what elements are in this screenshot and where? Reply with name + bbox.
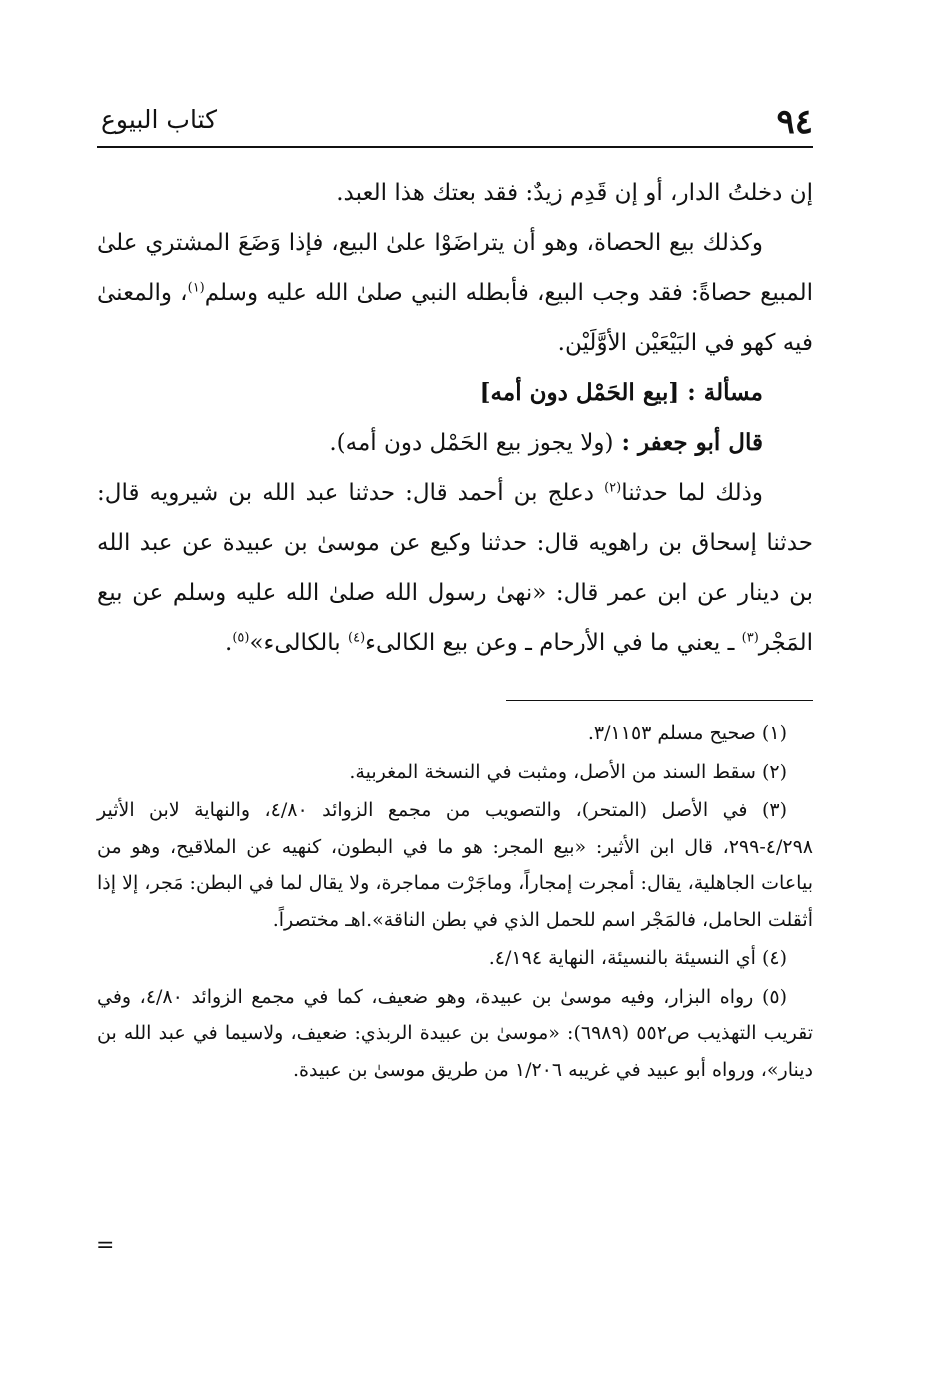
paragraph-2: وكذلك بيع الحصاة، وهو أن يتراضَوْا علىٰ البيع، فإذا وَضَعَ المشتري علىٰ المبيع حصاةً: فقد وجب البيع، فأبطله النبي صلىٰ الله عليه وسلم$^{(١)}$، والمعنىٰ فيه كهو في البَيْعَيْن الأوَّلَيْن. xyxy=(97,230,813,356)
footnote-separator xyxy=(506,700,813,701)
footnote-ref-5: (٥) xyxy=(232,630,250,646)
footnote-ref-1: (١) xyxy=(187,280,205,296)
page-header xyxy=(97,96,813,144)
continuation-mark: = xyxy=(96,1233,115,1258)
qal-line xyxy=(97,418,813,468)
footnote-ref-3: (٣) xyxy=(741,630,759,646)
main-text xyxy=(97,168,813,668)
page-number: ٩٤ xyxy=(776,102,813,142)
footnote-4: (٤) أي النسيئة بالنسيئة، النهاية ٤/١٩٤. xyxy=(488,947,787,969)
footnote-2: (٢) سقط السند من الأصل، ومثبت في النسخة المغربية. xyxy=(349,760,787,783)
footnote-ref-4: (٤) xyxy=(348,630,366,646)
qal-label: قال أبو جعفر : xyxy=(613,429,763,456)
footnote-3: (٣) في الأصل (المتحر)، والتصويب من مجمع الزوائد ٤/٨٠، والنهاية لابن الأثير ٤/٢٩٨-٢٩٩، قال ابن الأثير: «بيع المجر: هو ما في البطون، كنهيه عن الملاقيح، وهو من بياعات الجاهلية، يقال: أمجرت إمجاراً، وماجَرْت مماجرة، ولا يقال لما في البطن: مَجر، إلا إذا أثقلت الحامل، فالمَجْر اسم للحمل الذي في بطن الناقة».اهـ مختصراً. xyxy=(97,799,813,931)
footnote-5: (٥) رواه البزار، وفيه موسىٰ بن عبيدة، وهو ضعيف، كما في مجمع الزوائد ٤/٨٠، وفي تقريب التهذيب ص٥٥٢ (٦٩٨٩): «موسىٰ بن عبيدة الربذي: ضعيف، ولاسيما في عبد الله بن دينار»، ورواه أبو عبيد في غريبه ١/٢٠٦ من طريق موسىٰ بن عبيدة. xyxy=(97,985,813,1081)
masala-heading xyxy=(97,368,813,418)
header-rule xyxy=(97,146,813,148)
paragraph-1: إن دخلتُ الدار، أو إن قَدِم زيدٌ: فقد بعتك هذا العبد. xyxy=(336,180,813,206)
footnotes xyxy=(97,715,813,1090)
running-title: كتاب البيوع xyxy=(101,105,218,134)
masala-label: مسألة : xyxy=(679,379,763,406)
footnote-1: (١) صحيح مسلم ٣/١١٥٣. xyxy=(587,722,787,744)
qal-text: (ولا يجوز بيع الحَمْل دون أمه). xyxy=(329,430,614,456)
masala-title: [بيع الحَمْل دون أمه] xyxy=(479,379,680,406)
footnote-ref-2: (٢) xyxy=(604,480,622,496)
paragraph-3: وذلك لما حدثنا$^{(٢)}$ دعلج بن أحمد قال: حدثنا عبد الله بن شيرويه قال: حدثنا إسحاق بن راهويه قال: حدثنا وكيع عن موسىٰ بن عبيدة عن عبد الله بن دينار عن ابن عمر قال: «نهىٰ رسول الله صلىٰ الله عليه وسلم عن بيع المَجْر$^{(٣)}$ ـ يعني ما في الأرحام ـ وعن بيع الكالىء$^{(٤)}$ بالكالىء»$^{(٥)}$. xyxy=(97,480,813,656)
